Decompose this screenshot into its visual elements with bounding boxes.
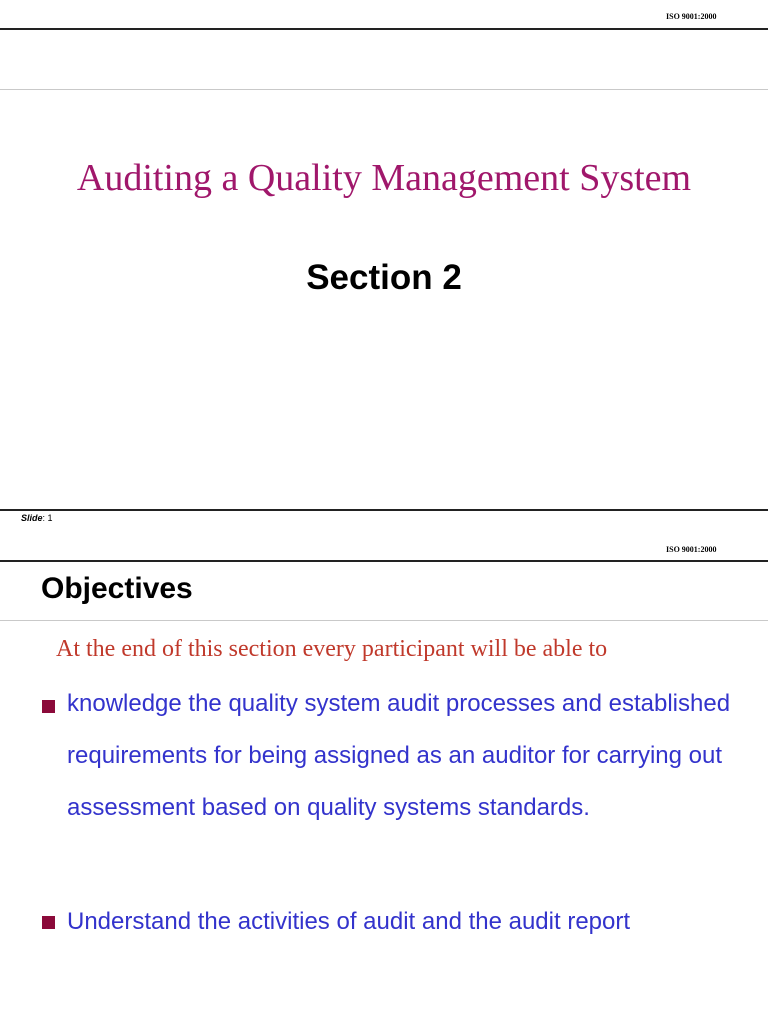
iso-tag-slide1: ISO 9001:2000	[666, 12, 717, 21]
slide-title: Auditing a Quality Management System	[76, 157, 692, 199]
slide-label-word: Slide	[21, 513, 43, 523]
footer-rule-slide1	[0, 509, 768, 511]
objective-bullet-2: Understand the activities of audit and the audit report	[67, 908, 631, 935]
objectives-rule	[0, 620, 768, 621]
objectives-heading: Objectives	[41, 572, 193, 605]
header-subrule-slide1	[0, 89, 768, 90]
objective-bullet-1: knowledge the quality system audit processes and established requirements for being assigned as an auditor for carrying out assessment based on quality systems standards.	[67, 690, 731, 821]
bullet-marker-2	[42, 916, 55, 929]
slide-number: : 1	[42, 513, 53, 523]
iso-tag-slide2: ISO 9001:2000	[666, 545, 717, 554]
objectives-intro: At the end of this section every participant will be able to	[56, 636, 608, 662]
slide-number-label	[21, 513, 53, 523]
header-rule-slide1	[0, 28, 768, 30]
bullet-marker-1	[42, 700, 55, 713]
section-title: Section 2	[306, 258, 462, 297]
header-rule-slide2	[0, 560, 768, 562]
